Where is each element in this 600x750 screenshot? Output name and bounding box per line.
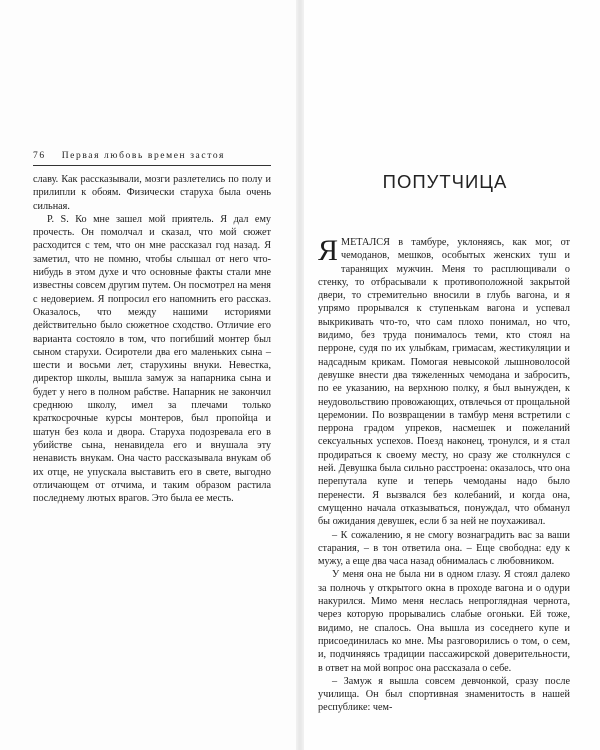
header-rule [33, 165, 271, 166]
paragraph-text: МЕТАЛСЯ в тамбуре, уклоняясь, как мог, от чемоданов, мешков, особытых женских туш и таранящих мужчин. Меня то расплющивали о стенку, то отбрасывали к противоположной закрытой двери, то стремительно вносили в глубь вагона, и я упрямо прорывался к ступенькам вагона и успевал выкрикивать что-то, что сам плохо понимал, но что, видимо, без труда понималось теми, кто стоял на перроне, судя по их улыбкам, гримасам, жестикуляции и надсадным крикам. Помогая невысокой лышноволосой девушке внести два тяжеленных чемодана и забросить, по ее указанию, на верхнюю полку, я был вынужден, к неудовольствию провожающих, отвлечься от прощальной церемонии. По возвращении в тамбур меня встретили с перрона градом упреков, насмешек и пожеланий сексуальных успехов. Поезд наконец, тронулся, и я стал продираться к своему месту, но сразу же столкнулся с ней. Девушка была сильно расстроена: оказалось, что она перепутала купе и теперь чемоданы надо было перенести. Я вызвался без колебаний, и когда она, смущенно начала отказываться, понуждал, что обманул бы ожидания девушек, если б за ней не поухаживал. [318, 237, 570, 528]
drop-cap: Я [318, 234, 339, 267]
page-number: 76 [33, 151, 46, 161]
book-gutter [296, 0, 304, 750]
paragraph: У меня она не была ни в одном глазу. Я стоял далеко за полночь у открытого окна в проходе вагона и о одури накурился. Мимо меня неслась непроглядная чернота, через которую прорывались слабые огоньки. Ей тоже, видимо, не спалось. Она вышла из соседнего купе и присоединилась ко мне. Мы разговорились о том, о сем, и, подчиняясь традиции пассажирской доверительности, в ответ на мой вопрос она рассказала о себе. [318, 569, 570, 674]
right-text-column [318, 236, 570, 715]
paragraph: P. S. Ко мне зашел мой приятель. Я дал ему прочесть. Он помолчал и сказал, что мой сюжет расходится с тем, что он мне рассказал год назад. Я заметил, что не помню, чтобы слышал от него что-нибудь в этом духе и что основные факты стали мне известны совсем другим путем. Он посмотрел на меня с недоверием. Я попросил его напомнить его рассказ. Оказалось, что между нашими историями действительно было сюжетное сходство. Отличие его варианта состояло в том, что погибший монтер был сыном старухи. Осиротели два его маленьких сына – шести и восьми лет, старухины внуки. Невестка, директор школы, вышла замуж за напарника сына и будет у него в полном рабстве. Напарник не закончил среднюю школу, имел за плечами только краткосрочные курсы монтеров, был пропойца и шатун без кола и двора. Старуха подозревала его в убийстве сына, ненавидела его и внушала эту ненависть внукам. Она часто рассказывала внукам об их отце, не упускала выставить его в свете, выгодно отличающем от отчима, и таким образом растила последнему лютых врагов. Это была ее месть. [33, 213, 271, 505]
running-head [33, 151, 271, 161]
paragraph: – К сожалению, я не смогу вознаградить вас за ваши старания, – в тон ответила она. – Еще свободна: еду к мужу, а еще два часа назад обнималась с любовником. [318, 529, 570, 568]
running-title: Первая любовь времен застоя [61, 151, 225, 161]
left-text-column [33, 173, 271, 505]
paragraph: – Замуж я вышла совсем девчонкой, сразу после училища. Он был спортивная знаменитость в нашей республике: чем- [318, 675, 570, 714]
paragraph: славу. Как рассказывали, мозги разлетелись по полу и прилипли к обоям. Физически старуха была очень сильная. [33, 174, 271, 212]
chapter-title: ПОПУТЧИЦА [382, 171, 508, 192]
paragraph [318, 236, 570, 529]
